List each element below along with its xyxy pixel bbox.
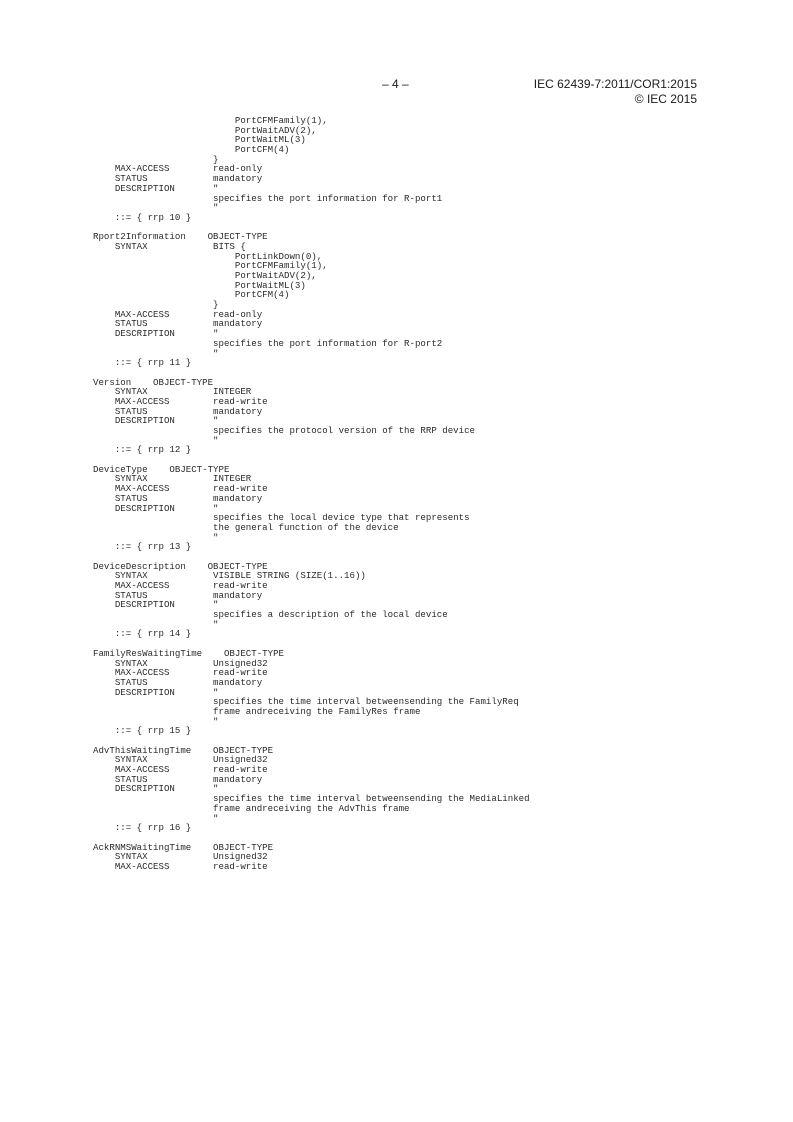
code-line: " (93, 347, 219, 359)
code-line: MAX-ACCESS read-write (93, 483, 268, 495)
code-line: AdvThisWaitingTime OBJECT-TYPE (93, 744, 274, 756)
code-line: STATUS mandatory (93, 676, 263, 688)
code-line: SYNTAX Unsigned32 (93, 851, 268, 863)
code-line: AckRNMSWaitingTime OBJECT-TYPE (93, 841, 274, 853)
code-line: MAX-ACCESS read-write (93, 667, 268, 679)
code-line: DESCRIPTION " (93, 328, 219, 340)
code-line: specifies a description of the local device (93, 609, 448, 621)
code-line: DeviceDescription OBJECT-TYPE (93, 560, 268, 572)
copyright-notice: © IEC 2015 (634, 92, 697, 106)
code-line: } (93, 299, 219, 311)
code-line: STATUS mandatory (93, 173, 263, 185)
code-line: ::= { rrp 10 } (93, 211, 192, 223)
code-line: MAX-ACCESS read-write (93, 860, 268, 872)
code-line: PortWaitADV(2), (93, 124, 317, 136)
code-line: " (93, 434, 219, 446)
code-line: specifies the local device type that represents (93, 512, 470, 524)
document-reference (534, 77, 697, 107)
code-line: PortCFMFamily(1), (93, 115, 328, 126)
mib-code-listing (93, 116, 530, 872)
code-line: ::= { rrp 13 } (93, 541, 192, 553)
code-line: STATUS mandatory (93, 773, 263, 785)
code-line: SYNTAX VISIBLE STRING (SIZE(1..16)) (93, 570, 366, 582)
code-line: PortCFM(4) (93, 144, 290, 156)
code-line: specifies the protocol version of the RRP device (93, 425, 475, 436)
code-line: ::= { rrp 12 } (93, 444, 192, 456)
code-line: Rport2Information OBJECT-TYPE (93, 231, 268, 243)
code-line: FamilyResWaitingTime OBJECT-TYPE (93, 647, 284, 659)
code-line: SYNTAX BITS { (93, 240, 246, 252)
code-line: SYNTAX INTEGER (93, 386, 252, 398)
code-line: Version OBJECT-TYPE (93, 376, 214, 388)
code-line: PortWaitML(3) (93, 279, 306, 291)
code-line: specifies the time interval betweensending the FamilyReq (93, 696, 519, 708)
code-line: ::= { rrp 14 } (93, 628, 192, 640)
code-line: ::= { rrp 11 } (93, 357, 192, 369)
code-line: PortLinkDown(0), (93, 250, 323, 262)
code-line: " (93, 618, 219, 630)
code-line: MAX-ACCESS read-only (93, 308, 263, 320)
code-line: " (93, 715, 219, 727)
code-line: DESCRIPTION " (93, 686, 219, 698)
code-line: " (93, 202, 219, 214)
code-line: DESCRIPTION " (93, 182, 219, 194)
code-line: PortWaitADV(2), (93, 270, 317, 281)
code-line: SYNTAX INTEGER (93, 473, 252, 485)
code-line: MAX-ACCESS read-only (93, 163, 263, 175)
code-line: PortCFMFamily(1), (93, 260, 328, 272)
page-number: – 4 – (382, 77, 409, 91)
code-line: MAX-ACCESS read-write (93, 764, 268, 776)
code-line: DESCRIPTION " (93, 502, 219, 514)
code-line: specifies the time interval betweensending the MediaLinked (93, 793, 530, 805)
code-line: ::= { rrp 16 } (93, 822, 192, 834)
code-line: frame andreceiving the FamilyRes frame (93, 705, 421, 717)
code-line: frame andreceiving the AdvThis frame (93, 802, 410, 814)
code-line: STATUS mandatory (93, 318, 263, 330)
code-line: ::= { rrp 15 } (93, 725, 192, 737)
code-line: DESCRIPTION " (93, 415, 219, 427)
code-line: STATUS mandatory (93, 405, 263, 417)
code-line: MAX-ACCESS read-write (93, 580, 268, 591)
code-line: PortWaitML(3) (93, 134, 306, 146)
code-line: " (93, 531, 219, 543)
code-line: STATUS mandatory (93, 492, 263, 504)
code-line: PortCFM(4) (93, 289, 290, 301)
code-line: DESCRIPTION " (93, 599, 219, 611)
code-line: } (93, 153, 219, 165)
code-line: " (93, 812, 219, 824)
code-line: DeviceType OBJECT-TYPE (93, 463, 230, 475)
code-line: STATUS mandatory (93, 589, 263, 601)
document-id: IEC 62439-7:2011/COR1:2015 (533, 77, 697, 91)
code-line: specifies the port information for R-port2 (93, 337, 443, 349)
code-line: SYNTAX Unsigned32 (93, 754, 268, 766)
code-line: specifies the port information for R-port1 (93, 192, 443, 204)
code-line: the general function of the device (93, 521, 399, 533)
code-line: SYNTAX Unsigned32 (93, 657, 268, 669)
code-line: DESCRIPTION " (93, 783, 219, 795)
code-line: MAX-ACCESS read-write (93, 395, 268, 407)
